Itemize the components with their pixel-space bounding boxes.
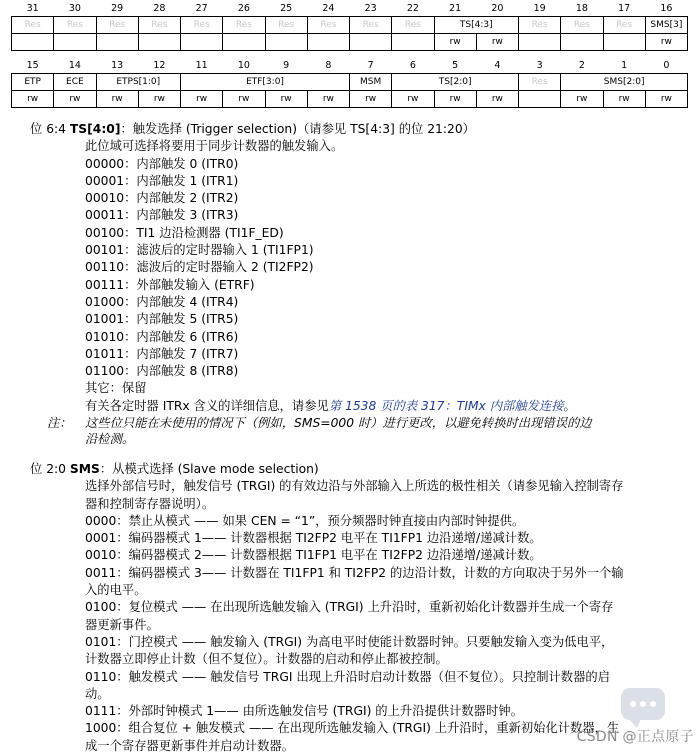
bit-number-cell: 1 — [621, 60, 628, 71]
ts-option: 00101：滤波后的定时器输入 1 (TI1FP1) — [85, 243, 314, 258]
bit-number-cell: 2 — [578, 60, 585, 71]
ts-option: 01010：内部触发 6 (ITR6) — [85, 329, 239, 344]
ts-ref-prefix: 有关各定时器 ITRx 含义的详细信息，请参见 — [85, 398, 329, 413]
access-cell: rw — [392, 91, 434, 108]
ts-note-label: 注： — [47, 416, 72, 431]
ts-note-text: 这些位只能在未使用的情况下（例如，SMS=000 时）进行更改，以避免转换时出现错误的边沿检测。 — [85, 416, 592, 447]
access-cell: rw — [603, 91, 645, 108]
bit-number-cell: 12 — [153, 60, 166, 71]
ts-option-list — [30, 156, 600, 381]
access-cell: rw — [476, 34, 518, 51]
reserved-field: Res — [54, 17, 96, 34]
ts-option: 00111：外部触发输入 (ETRF) — [85, 277, 255, 292]
access-cell — [265, 34, 307, 51]
access-cell: rw — [138, 91, 180, 108]
access-cell — [96, 34, 138, 51]
reserved-field: Res — [519, 17, 561, 34]
bit-number-cell: 30 — [68, 3, 81, 14]
sms-option: 0111：外部时钟模式 1—— 由所选触发信号 (TRGI) 的上升沿提供计数器时钟。 — [85, 704, 523, 719]
reserved-field: Res — [96, 17, 138, 34]
ts-option: 00011：内部触发 3 (ITR3) — [85, 208, 239, 223]
bit-number-cell: 6 — [409, 60, 416, 71]
sms-option: 0101：门控模式 —— 触发输入 (TRGI) 为高电平时使能计数器时钟。只要触发输入变为低电平，计数器立即停止计数（但不复位）。计数器的启动和停止都被控制。 — [85, 634, 614, 667]
bit-number-cell: 8 — [325, 60, 332, 71]
sms-field-name: SMS — [69, 462, 100, 476]
reserved-field: Res — [392, 17, 434, 34]
sms-title: ：从模式选择 (Slave mode selection) — [99, 462, 319, 476]
bit-number-cell: 3 — [536, 60, 543, 71]
sms-option: 1000：组合复位 + 触发模式 —— 在出现所选触发输入 (TRGI) 上升沿时，重新初始化计数器，生成一个寄存器更新事件并启动计数器。 — [85, 721, 620, 753]
bit-number-cell: 13 — [111, 60, 124, 71]
bit-number-cell: 5 — [452, 60, 459, 71]
bit-number-cell: 11 — [195, 60, 208, 71]
access-cell: rw — [96, 91, 138, 108]
access-cell: rw — [265, 91, 307, 108]
reserved-field: Res — [603, 17, 645, 34]
field-name-row — [12, 17, 688, 34]
ts-section — [30, 121, 600, 447]
field-name-row — [12, 74, 688, 91]
bit-number-cell: 25 — [280, 3, 293, 14]
access-cell: rw — [12, 91, 54, 108]
bit-number-cell: 21 — [449, 3, 462, 14]
ts-ref-link[interactable]: 第 1538 页的表 317：TIMx 内部触发连接 — [328, 398, 564, 413]
bit-number-cell: 28 — [153, 3, 166, 14]
bit-number-cell: 10 — [237, 60, 250, 71]
access-cell: rw — [645, 34, 687, 51]
reserved-field: Res — [350, 17, 392, 34]
sms-option: 0001：编码器模式 1—— 计数器根据 TI2FP2 电平在 TI1FP1 边沿递增/递减计数。 — [85, 531, 542, 546]
bit-number-cell: 18 — [575, 3, 588, 14]
sms-bits: 位 2:0 — [30, 462, 66, 476]
bit-number-cell: 26 — [237, 3, 250, 14]
reserved-field: Res — [181, 17, 223, 34]
ts-option: 00100：TI1 边沿检测器 (TI1F_ED) — [85, 225, 284, 240]
bit-number-cell: 23 — [364, 3, 377, 14]
register-field: SMS[2:0] — [561, 74, 688, 91]
register-field: ETPS[1:0] — [96, 74, 181, 91]
bit-number-cell: 22 — [406, 3, 419, 14]
access-cell — [138, 34, 180, 51]
ts-reference — [30, 398, 600, 415]
access-cell: rw — [223, 91, 265, 108]
bit-number-cell: 29 — [111, 3, 124, 14]
ts-note — [30, 415, 600, 447]
sms-option: 0110：触发模式 —— 触发信号 TRGI 出现上升沿时启动计数器（但不复位）。只控制计数器的启动。 — [85, 669, 610, 701]
sms-section — [30, 461, 625, 755]
access-cell — [307, 34, 349, 51]
access-row — [12, 34, 688, 51]
access-cell — [54, 34, 96, 51]
access-cell — [603, 34, 645, 51]
ts-option: 00010：内部触发 2 (ITR2) — [85, 191, 239, 206]
reserved-field: Res — [223, 17, 265, 34]
access-cell: rw — [54, 91, 96, 108]
bit-number-cell: 14 — [68, 60, 81, 71]
bit-number-cell: 24 — [322, 3, 335, 14]
ts-bits: 位 6:4 — [30, 122, 66, 136]
sms-option: 0000：禁止从模式 —— 如果 CEN = “1”，预分频器时钟直接由内部时钟提供。 — [85, 513, 525, 528]
ts-option: 00000：内部触发 0 (ITR0) — [85, 156, 239, 171]
register-field: TS[2:0] — [392, 74, 519, 91]
ts-description: 此位域可选择将要用于同步计数器的触发输入。 — [85, 139, 344, 154]
bit-number-cell: 31 — [26, 3, 39, 14]
access-cell: rw — [434, 91, 476, 108]
register-bits-15-0 — [11, 58, 688, 108]
reserved-field: Res — [519, 74, 561, 91]
reserved-field: Res — [138, 17, 180, 34]
register-field: MSM — [350, 74, 392, 91]
ts-option: 01011：内部触发 7 (ITR7) — [85, 346, 239, 361]
access-cell — [519, 34, 561, 51]
register-field: TS[4:3] — [434, 17, 519, 34]
register-field: ETP — [12, 74, 54, 91]
access-cell: rw — [476, 91, 518, 108]
bit-number-cell: 17 — [618, 3, 631, 14]
bit-number-cell: 0 — [663, 60, 670, 71]
access-row — [12, 91, 688, 108]
access-cell: rw — [434, 34, 476, 51]
access-cell — [223, 34, 265, 51]
ts-option: 01100：内部触发 8 (ITR8) — [85, 364, 239, 379]
chat-bubble-icon[interactable] — [621, 688, 665, 720]
sms-heading — [30, 461, 625, 478]
watermark: CSDN @正点原子 — [576, 729, 694, 745]
sms-description: 选择外部信号时，触发信号 (TRGI) 的有效边沿与外部输入上所选的极性相关（请参见输入控制寄存器和控制寄存器说明）。 — [85, 479, 624, 511]
sms-option: 0010：编码器模式 2—— 计数器根据 TI1FP1 电平在 TI2FP2 边沿递增/递减计数。 — [85, 548, 542, 563]
access-cell — [561, 34, 603, 51]
register-field: ECE — [54, 74, 96, 91]
sms-option: 0011：编码器模式 3—— 计数器在 TI1FP1 和 TI2FP2 的边沿计数，计数的方向取决于另外一个输入的电平。 — [85, 565, 624, 598]
access-cell: rw — [350, 91, 392, 108]
reserved-field: Res — [12, 17, 54, 34]
ts-option: 01001：内部触发 5 (ITR5) — [85, 312, 239, 327]
register-field: ETF[3:0] — [181, 74, 350, 91]
ts-title: ：触发选择 (Trigger selection)（请参见 TS[4:3] 的位 21:20） — [120, 122, 475, 136]
ts-other: 其它：保留 — [85, 381, 147, 396]
access-cell: rw — [645, 91, 687, 108]
register-field: SMS[3] — [645, 17, 687, 34]
access-cell — [392, 34, 434, 51]
access-cell — [12, 34, 54, 51]
bit-number-cell: 19 — [533, 3, 546, 14]
ts-option: 00001：内部触发 1 (ITR1) — [85, 173, 239, 188]
ts-heading — [30, 121, 600, 138]
access-cell — [181, 34, 223, 51]
bit-number-cell: 27 — [195, 3, 208, 14]
ts-option: 01000：内部触发 4 (ITR4) — [85, 294, 239, 309]
bit-number-cell: 4 — [494, 60, 501, 71]
register-bits-31-16 — [11, 1, 688, 51]
reserved-field: Res — [265, 17, 307, 34]
ts-field-name: TS[4:0] — [69, 122, 121, 136]
reserved-field: Res — [561, 17, 603, 34]
ts-ref-suffix: 。 — [563, 398, 576, 413]
bit-number-cell: 15 — [26, 60, 39, 71]
bit-number-cell: 7 — [367, 60, 374, 71]
access-cell — [519, 91, 561, 108]
bit-number-cell: 16 — [660, 3, 673, 14]
bit-number-cell: 20 — [491, 3, 504, 14]
sms-option-list — [30, 513, 625, 755]
access-cell: rw — [561, 91, 603, 108]
sms-option: 0100：复位模式 —— 在出现所选触发输入 (TRGI) 上升沿时，重新初始化计数器并生成一个寄存器更新事件。 — [85, 600, 614, 632]
bit-number-row — [12, 1, 688, 17]
access-cell — [350, 34, 392, 51]
reserved-field: Res — [307, 17, 349, 34]
bit-number-row — [12, 58, 688, 74]
access-cell: rw — [181, 91, 223, 108]
bit-number-cell: 9 — [283, 60, 290, 71]
access-cell: rw — [307, 91, 349, 108]
ts-option: 00110：滤波后的定时器输入 2 (TI2FP2) — [85, 260, 314, 275]
